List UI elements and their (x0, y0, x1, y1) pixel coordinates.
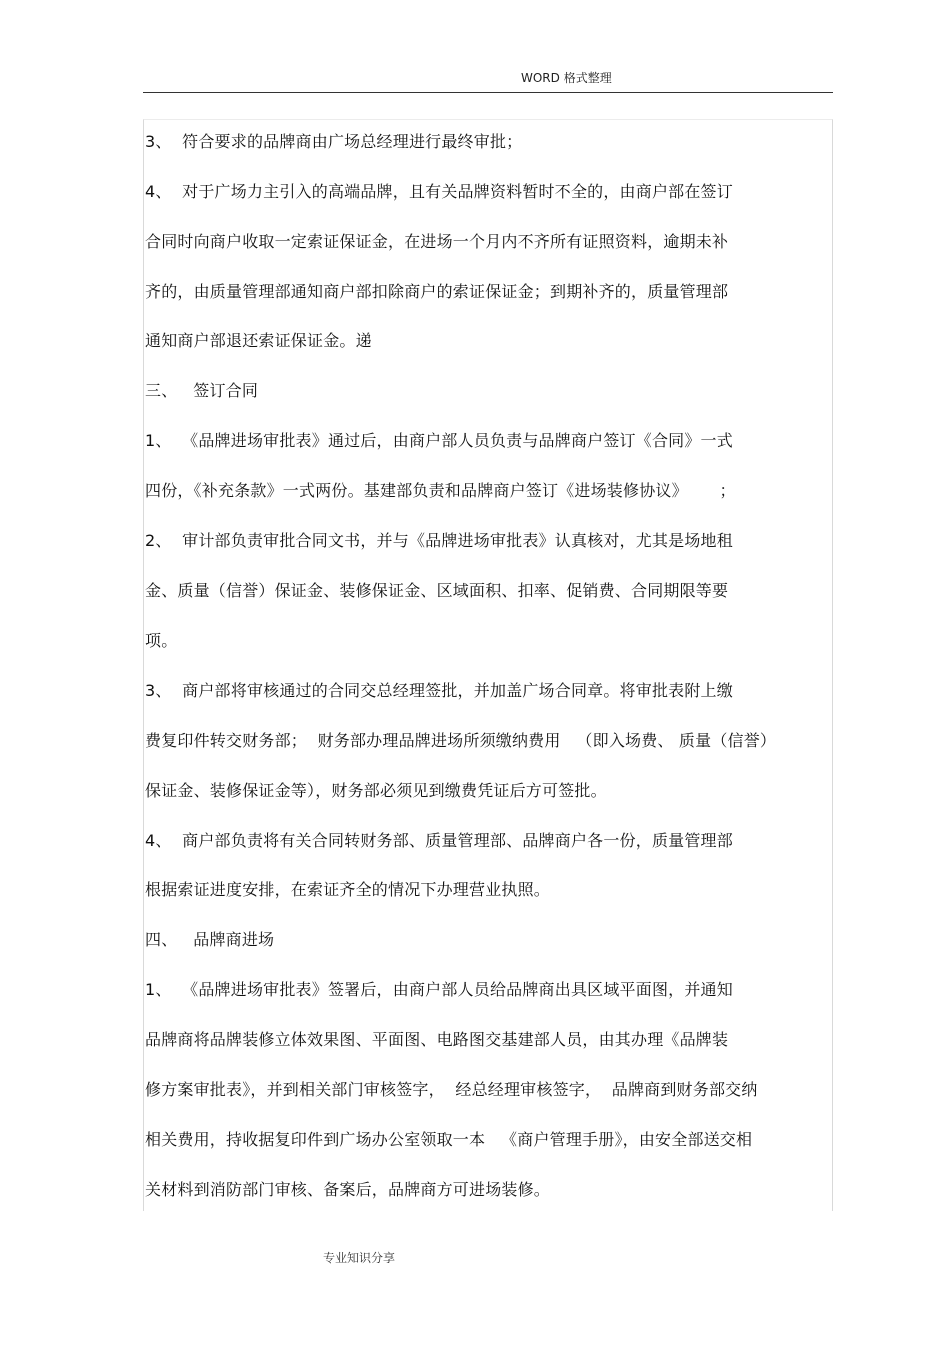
page-header (143, 68, 833, 93)
section-heading: 四、 品牌商进场 (145, 930, 275, 949)
text-line: 4、 商户部负责将有关合同转财务部、质量管理部、品牌商户各一份，质量管理部 (145, 831, 733, 850)
page-footer: 专业知识分享 (323, 1251, 396, 1265)
text-line: 1、 《品牌进场审批表》通过后，由商户部人员负责与品牌商户签订《合同》一式 (145, 431, 733, 450)
text-line: 通知商户部退还索证保证金。递 (145, 331, 372, 350)
header-text: WORD 格式整理 (521, 71, 612, 85)
text-line: 相关费用，持收据复印件到广场办公室领取一本 《商户管理手册》，由安全部送交相 (145, 1130, 753, 1149)
section-heading: 三、 签订合同 (145, 381, 259, 400)
text-line: 四份，《补充条款》一式两份。基建部负责和品牌商户签订《进场装修协议》 ； (145, 481, 736, 500)
text-line: 1、 《品牌进场审批表》签署后，由商户部人员给品牌商出具区域平面图，并通知 (145, 980, 733, 999)
text-line: 根据索证进度安排，在索证齐全的情况下办理营业执照。 (145, 880, 551, 899)
text-line: 关材料到消防部门审核、备案后，品牌商方可进场装修。 (145, 1180, 551, 1199)
text-line: 3、 符合要求的品牌商由广场总经理进行最终审批； (145, 132, 523, 151)
text-line: 修方案审批表》，并到相关部门审核签字， 经总经理审核签字， 品牌商到财务部交纳 (145, 1080, 758, 1099)
text-line: 合同时向商户收取一定索证保证金，在进场一个月内不齐所有证照资料，逾期未补 (145, 232, 729, 251)
text-line: 3、 商户部将审核通过的合同交总经理签批，并加盖广场合同章。将审批表附上缴 (145, 681, 733, 700)
text-line: 2、 审计部负责审批合同文书，并与《品牌进场审批表》认真核对，尤其是场地租 (145, 531, 733, 550)
text-line: 项。 (145, 631, 178, 650)
text-line: 4、 对于广场力主引入的高端品牌，且有关品牌资料暂时不全的，由商户部在签订 (145, 182, 733, 201)
text-line: 齐的，由质量管理部通知商户部扣除商户的索证保证金；到期补齐的，质量管理部 (145, 282, 729, 301)
text-line: 品牌商将品牌装修立体效果图、平面图、电路图交基建部人员，由其办理《品牌装 (145, 1030, 729, 1049)
text-line: 费复印件转交财务部； 财务部办理品牌进场所须缴纳费用 （即入场费、 质量（信誉） (145, 731, 777, 750)
text-line: 保证金、装修保证金等），财务部必须见到缴费凭证后方可签批。 (145, 781, 607, 800)
text-line: 金、质量（信誉）保证金、装修保证金、区域面积、扣率、促销费、合同期限等要 (145, 581, 729, 600)
